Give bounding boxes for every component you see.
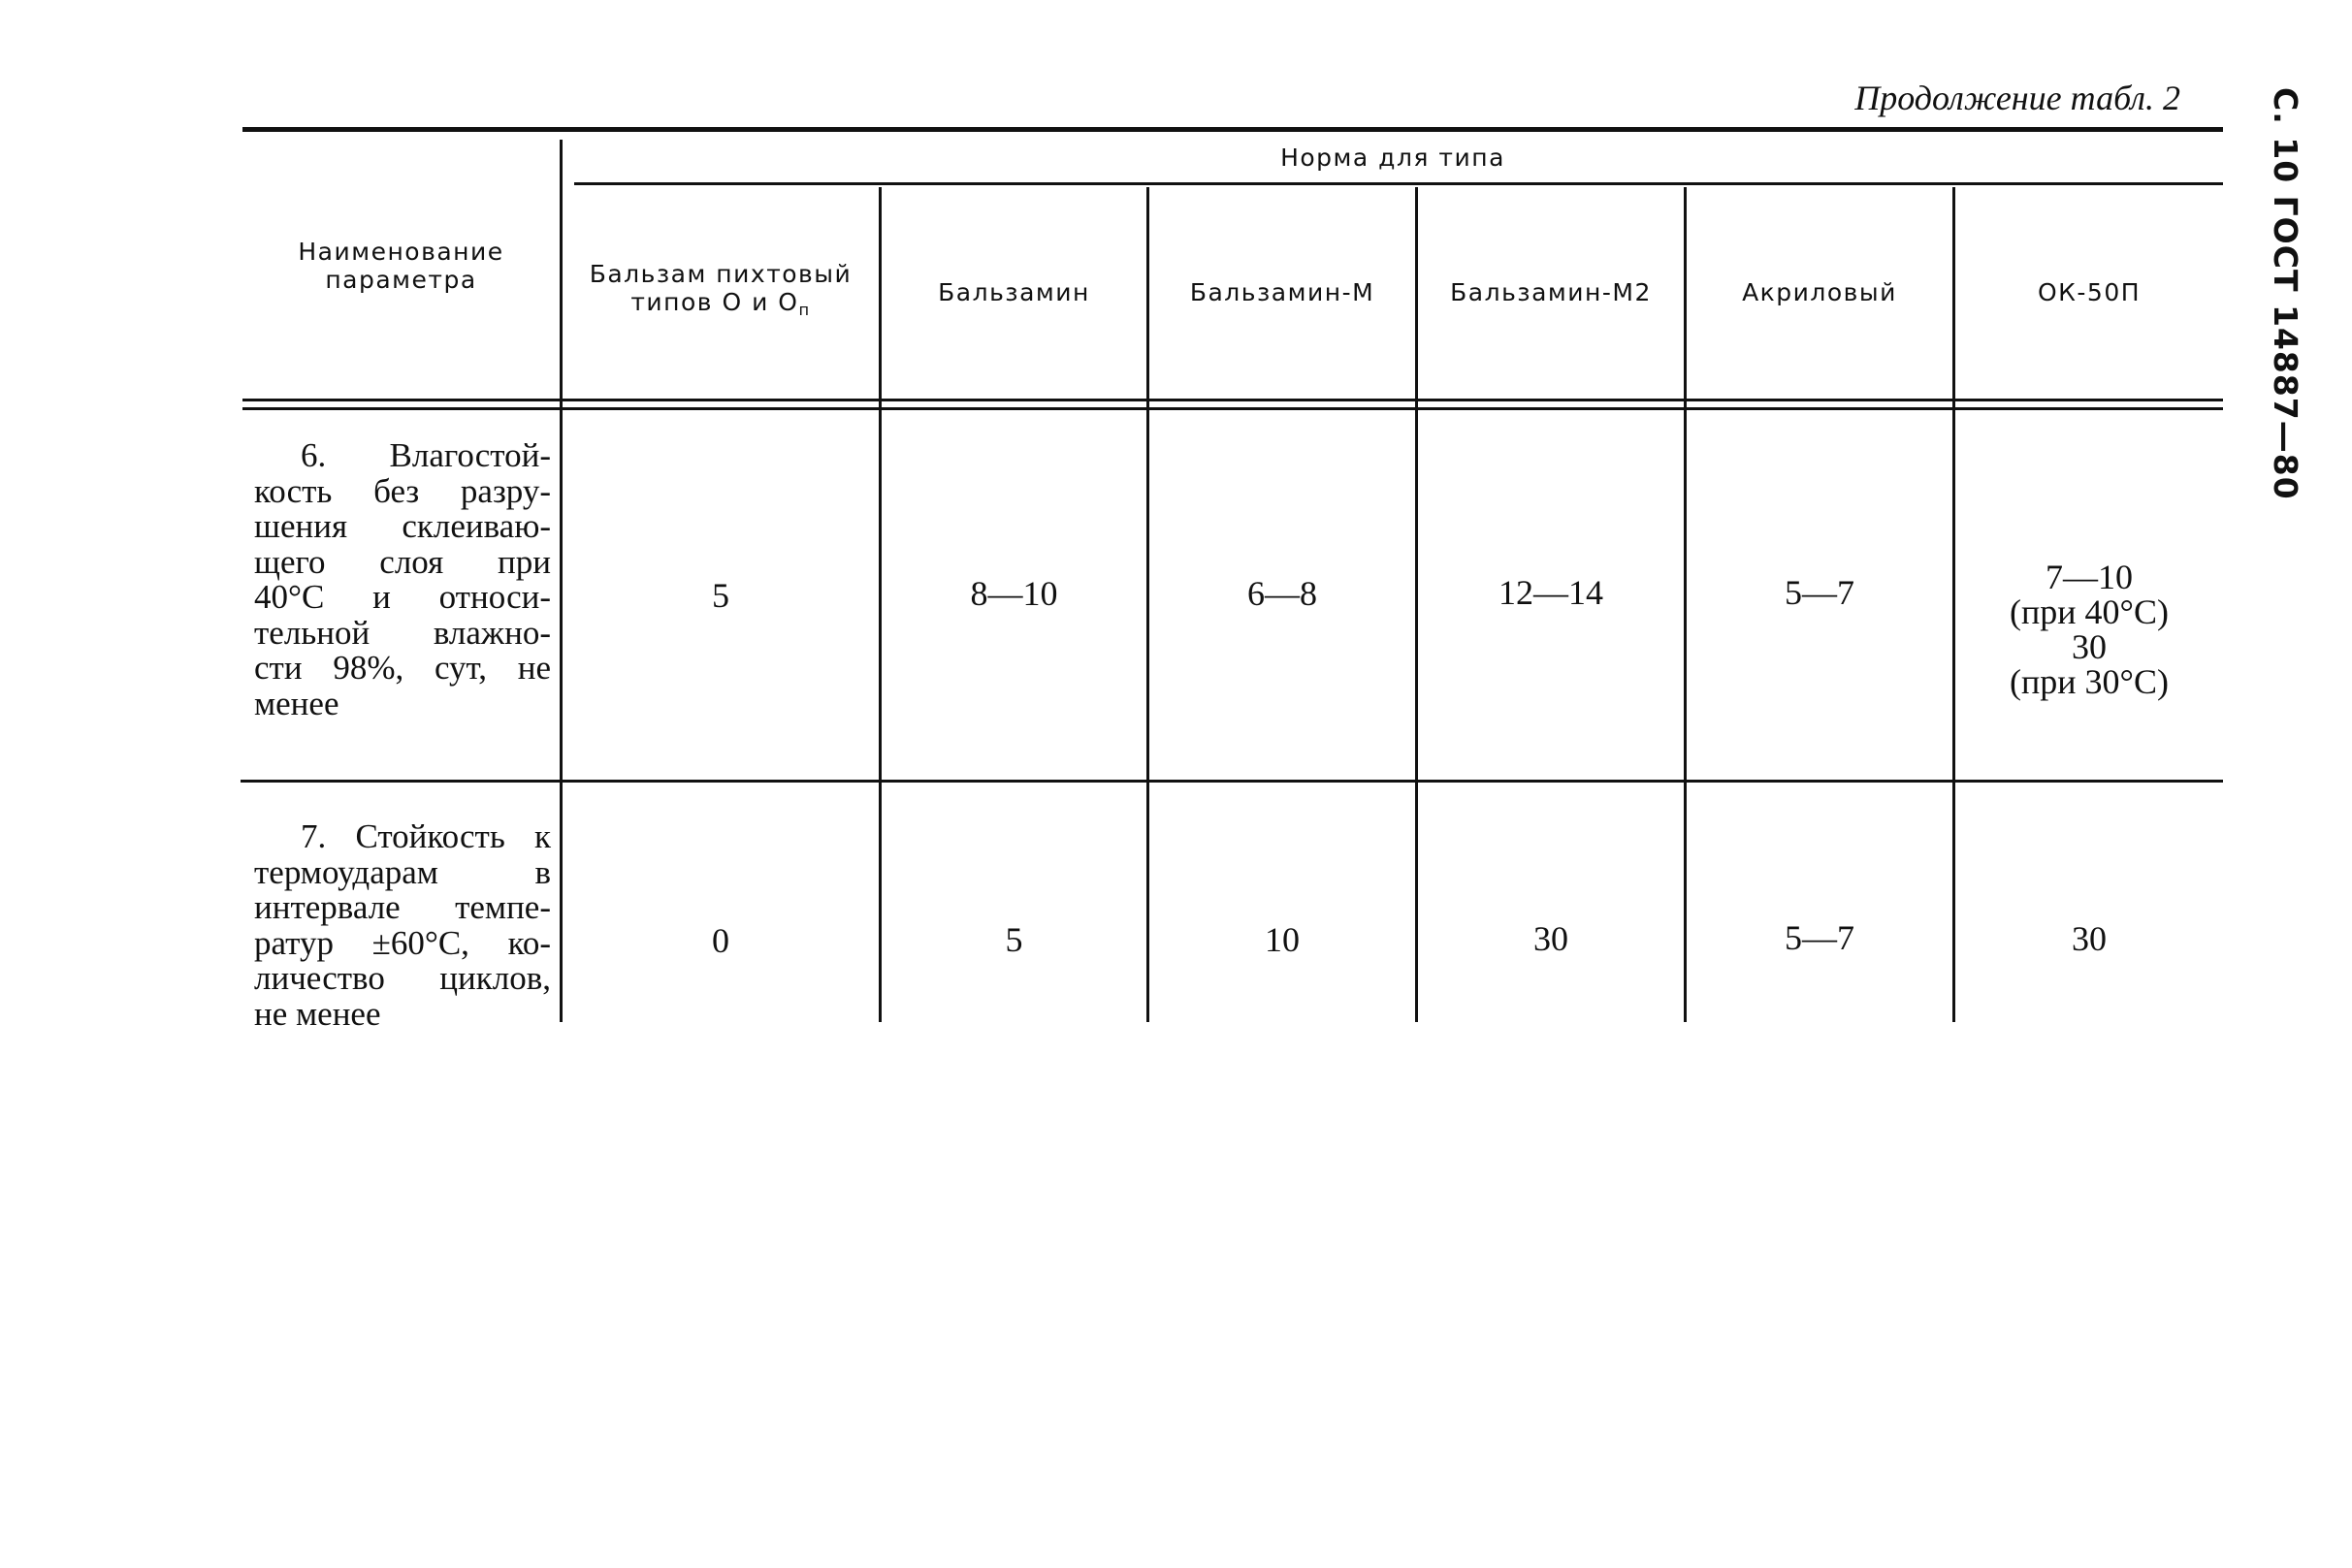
group-header: Норма для типа [1280, 143, 1505, 172]
row-6-value-5-line: (при 40°С) [2010, 592, 2169, 631]
row-6-value-5-line: 7—10 [2046, 557, 2133, 596]
row-6-value-1: 8—10 [970, 574, 1058, 613]
row-6-value-2: 6—8 [1247, 574, 1317, 613]
row-6-param-line: сти 98%, сут, не [254, 649, 551, 687]
row-7-value-3: 30 [1533, 919, 1568, 958]
row-6-param-line: менее [254, 684, 339, 722]
param-header [242, 132, 560, 399]
row-6-param [254, 438, 551, 721]
param-header-line-1: Наименование [298, 237, 504, 266]
row-6-value-0: 5 [712, 575, 729, 615]
row-7-param-line: 7. Стойкость к [301, 817, 551, 855]
row-6-param-line: 40°С и относи- [254, 578, 551, 616]
col-header-4: Акриловый [1742, 277, 1897, 306]
row-6-param-line: 6. Влагостой- [301, 436, 551, 474]
row-7-value-4: 5—7 [1785, 918, 1854, 957]
row-6-value-3: 12—14 [1498, 573, 1603, 612]
row-7-value-1: 5 [1005, 920, 1023, 959]
col-header-0-subscript: п [798, 300, 811, 319]
col-header-3: Бальзамин-М2 [1450, 277, 1652, 306]
row-6-param-line: тельной влажно- [254, 613, 551, 652]
header-double-rule-1 [242, 399, 2223, 401]
row-7-value-0: 0 [712, 921, 729, 960]
col-header-0 [563, 185, 879, 399]
row-7-value-2: 10 [1265, 920, 1300, 959]
row-6-param-line: шения склеиваю- [254, 507, 551, 545]
row-7-param-line: личество циклов, [254, 959, 551, 997]
param-header-line-2: параметра [325, 265, 477, 294]
row-6-param-line: кость без разру- [254, 471, 551, 510]
row-7-param-line: ратур ±60°С, ко- [254, 923, 551, 962]
col-header-0-line-2-text: типов О и О [630, 288, 799, 317]
table-continuation-caption: Продолжение табл. 2 [1854, 79, 2180, 117]
col-header-1: Бальзамин [938, 277, 1090, 306]
row-6-value-5 [1955, 410, 2223, 780]
row-7-param-line: термоударам в [254, 852, 551, 891]
row-6-value-5-line: 30 [2072, 626, 2107, 666]
row-7-param-line: не менее [254, 994, 381, 1033]
row-6-value-4: 5—7 [1785, 573, 1854, 612]
row-7-param-line: интервале темпе- [254, 888, 551, 926]
row-7-value-5: 30 [2072, 919, 2107, 958]
running-header-text: С. 10 ГОСТ 14887—80 [2267, 87, 2304, 500]
row-7-param [254, 819, 551, 1032]
col-header-5: ОК-50П [2037, 277, 2142, 306]
running-header [2266, 87, 2304, 500]
row-6-param-line: щего слоя при [254, 542, 551, 581]
col-header-2: Бальзамин-М [1189, 277, 1375, 306]
row-6-value-5-line: (при 30°С) [2010, 661, 2169, 701]
col-header-0-line-2 [630, 288, 810, 324]
col-header-0-line-1: Бальзам пихтовый [589, 260, 853, 289]
